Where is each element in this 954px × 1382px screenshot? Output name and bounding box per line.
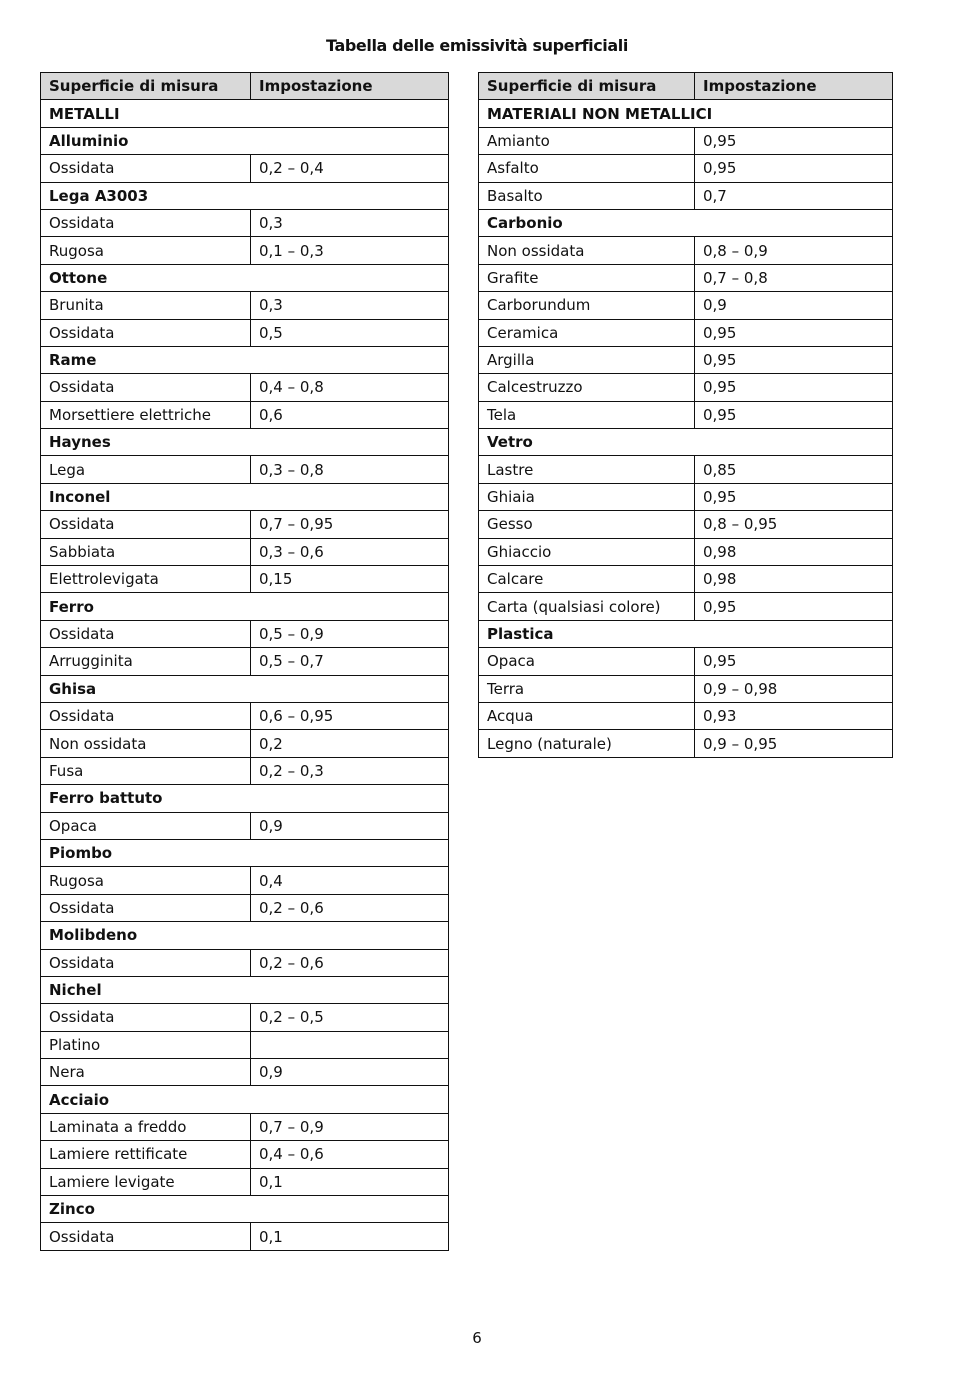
emissivity-value-cell: 0,95 — [695, 593, 893, 620]
emissivity-value-cell: 0,3 – 0,8 — [251, 456, 449, 483]
table-row — [479, 182, 893, 209]
surface-cell: Grafite — [479, 264, 695, 291]
table-group-row — [479, 429, 893, 456]
group-label: Carbonio — [479, 209, 893, 236]
group-label: Ferro battuto — [41, 785, 449, 812]
emissivity-value-cell — [251, 1031, 449, 1058]
table-row — [41, 620, 449, 647]
table-row — [41, 566, 449, 593]
table-row — [41, 894, 449, 921]
surface-cell: Non ossidata — [41, 730, 251, 757]
emissivity-value-cell: 0,9 — [251, 1059, 449, 1086]
table-row — [41, 374, 449, 401]
table-row — [479, 127, 893, 154]
group-label: Ottone — [41, 264, 449, 291]
surface-cell: Ossidata — [41, 1004, 251, 1031]
emissivity-value-cell: 0,1 – 0,3 — [251, 237, 449, 264]
table-group-row — [41, 346, 449, 373]
table-row — [479, 346, 893, 373]
emissivity-value-cell: 0,4 – 0,8 — [251, 374, 449, 401]
table-group-row — [479, 620, 893, 647]
emissivity-value-cell: 0,2 — [251, 730, 449, 757]
page-title: Tabella delle emissività superficiali — [326, 36, 628, 55]
emissivity-value-cell: 0,8 – 0,95 — [695, 511, 893, 538]
surface-cell: Basalto — [479, 182, 695, 209]
surface-cell: Asfalto — [479, 155, 695, 182]
emissivity-value-cell: 0,2 – 0,4 — [251, 155, 449, 182]
surface-cell: Argilla — [479, 346, 695, 373]
emissivity-value-cell: 0,8 – 0,9 — [695, 237, 893, 264]
emissivity-value-cell: 0,2 – 0,6 — [251, 894, 449, 921]
surface-cell: Rugosa — [41, 237, 251, 264]
emissivity-value-cell: 0,6 — [251, 401, 449, 428]
table-group-row — [41, 429, 449, 456]
surface-cell: Ossidata — [41, 1223, 251, 1250]
header-setting: Impostazione — [251, 73, 449, 100]
table-header-row — [479, 73, 893, 100]
table-group-row — [41, 264, 449, 291]
emissivity-value-cell: 0,15 — [251, 566, 449, 593]
table-row — [479, 292, 893, 319]
emissivity-value-cell: 0,1 — [251, 1223, 449, 1250]
table-group-row — [41, 1086, 449, 1113]
group-label: Nichel — [41, 976, 449, 1003]
surface-cell: Amianto — [479, 127, 695, 154]
table-row — [479, 538, 893, 565]
table-group-row — [41, 976, 449, 1003]
emissivity-value-cell: 0,95 — [695, 401, 893, 428]
table-row — [41, 1004, 449, 1031]
surface-cell: Laminata a freddo — [41, 1113, 251, 1140]
surface-cell: Fusa — [41, 757, 251, 784]
table-row — [479, 730, 893, 757]
emissivity-value-cell: 0,9 — [251, 812, 449, 839]
emissivity-value-cell: 0,95 — [695, 374, 893, 401]
table-row — [41, 1031, 449, 1058]
table-row — [41, 812, 449, 839]
table-row — [41, 209, 449, 236]
surface-cell: Ossidata — [41, 894, 251, 921]
surface-cell: Elettrolevigata — [41, 566, 251, 593]
emissivity-value-cell: 0,3 – 0,6 — [251, 538, 449, 565]
surface-cell: Gesso — [479, 511, 695, 538]
table-row — [41, 730, 449, 757]
table-row — [479, 264, 893, 291]
table-row — [41, 237, 449, 264]
surface-cell: Ossidata — [41, 374, 251, 401]
emissivity-value-cell: 0,3 — [251, 209, 449, 236]
surface-cell: Lamiere levigate — [41, 1168, 251, 1195]
group-label: Zinco — [41, 1196, 449, 1223]
table-row — [479, 401, 893, 428]
surface-cell: Opaca — [479, 648, 695, 675]
surface-cell: Brunita — [41, 292, 251, 319]
emissivity-value-cell: 0,3 — [251, 292, 449, 319]
emissivity-value-cell: 0,5 — [251, 319, 449, 346]
table-row — [41, 538, 449, 565]
table-group-row — [41, 675, 449, 702]
table-row — [479, 511, 893, 538]
surface-cell: Arrugginita — [41, 648, 251, 675]
group-label: Molibdeno — [41, 922, 449, 949]
table-row — [41, 1113, 449, 1140]
group-label: Rame — [41, 346, 449, 373]
emissivity-table-nonmetals — [478, 72, 893, 758]
surface-cell: Acqua — [479, 702, 695, 729]
group-label: Haynes — [41, 429, 449, 456]
table-row — [41, 648, 449, 675]
surface-cell: Morsettiere elettriche — [41, 401, 251, 428]
table-row — [479, 648, 893, 675]
header-surface: Superficie di misura — [479, 73, 695, 100]
surface-cell: Ossidata — [41, 511, 251, 538]
surface-cell: Platino — [41, 1031, 251, 1058]
table-row — [41, 511, 449, 538]
emissivity-value-cell: 0,95 — [695, 483, 893, 510]
table-row — [479, 593, 893, 620]
table-row — [41, 1059, 449, 1086]
emissivity-value-cell: 0,93 — [695, 702, 893, 729]
surface-cell: Ossidata — [41, 319, 251, 346]
emissivity-value-cell: 0,95 — [695, 155, 893, 182]
table-row — [479, 237, 893, 264]
surface-cell: Ceramica — [479, 319, 695, 346]
table-row — [479, 319, 893, 346]
table-group-row — [41, 483, 449, 510]
surface-cell: Calcare — [479, 566, 695, 593]
group-label: Lega A3003 — [41, 182, 449, 209]
table-group-row — [41, 127, 449, 154]
surface-cell: Opaca — [41, 812, 251, 839]
surface-cell: Nera — [41, 1059, 251, 1086]
emissivity-value-cell: 0,6 – 0,95 — [251, 702, 449, 729]
page-number: 6 — [472, 1329, 482, 1347]
table-group-row — [479, 100, 893, 127]
surface-cell: Terra — [479, 675, 695, 702]
emissivity-value-cell: 0,2 – 0,5 — [251, 1004, 449, 1031]
emissivity-value-cell: 0,7 – 0,8 — [695, 264, 893, 291]
header-surface: Superficie di misura — [41, 73, 251, 100]
surface-cell: Ossidata — [41, 155, 251, 182]
emissivity-value-cell: 0,7 – 0,95 — [251, 511, 449, 538]
table-row — [41, 867, 449, 894]
table-row — [41, 1168, 449, 1195]
group-label: Piombo — [41, 839, 449, 866]
group-label: Vetro — [479, 429, 893, 456]
surface-cell: Ossidata — [41, 949, 251, 976]
table-row — [41, 757, 449, 784]
table-row — [41, 155, 449, 182]
table-row — [41, 456, 449, 483]
table-group-row — [479, 209, 893, 236]
table-row — [41, 949, 449, 976]
table-row — [41, 319, 449, 346]
surface-cell: Non ossidata — [479, 237, 695, 264]
surface-cell: Carta (qualsiasi colore) — [479, 593, 695, 620]
group-label: Ghisa — [41, 675, 449, 702]
surface-cell: Tela — [479, 401, 695, 428]
emissivity-table-metals — [40, 72, 449, 1251]
surface-cell: Calcestruzzo — [479, 374, 695, 401]
table-row — [479, 483, 893, 510]
emissivity-value-cell: 0,4 — [251, 867, 449, 894]
table-body — [41, 73, 449, 1251]
table-row — [479, 374, 893, 401]
table-row — [41, 1223, 449, 1250]
group-label: Alluminio — [41, 127, 449, 154]
surface-cell: Lastre — [479, 456, 695, 483]
group-label: MATERIALI NON METALLICI — [479, 100, 893, 127]
table-row — [479, 456, 893, 483]
surface-cell: Lega — [41, 456, 251, 483]
table-row — [41, 1141, 449, 1168]
table-group-row — [41, 839, 449, 866]
table-group-row — [41, 182, 449, 209]
emissivity-value-cell: 0,2 – 0,6 — [251, 949, 449, 976]
group-label: Acciaio — [41, 1086, 449, 1113]
group-label: Ferro — [41, 593, 449, 620]
surface-cell: Ossidata — [41, 209, 251, 236]
table-group-row — [41, 1196, 449, 1223]
emissivity-value-cell: 0,95 — [695, 127, 893, 154]
table-row — [479, 702, 893, 729]
surface-cell: Ghiaia — [479, 483, 695, 510]
group-label: METALLI — [41, 100, 449, 127]
emissivity-value-cell: 0,9 – 0,95 — [695, 730, 893, 757]
emissivity-value-cell: 0,5 – 0,9 — [251, 620, 449, 647]
emissivity-value-cell: 0,5 – 0,7 — [251, 648, 449, 675]
emissivity-value-cell: 0,7 – 0,9 — [251, 1113, 449, 1140]
emissivity-value-cell: 0,95 — [695, 346, 893, 373]
surface-cell: Rugosa — [41, 867, 251, 894]
table-row — [479, 155, 893, 182]
table-group-row — [41, 593, 449, 620]
table-header-row — [41, 73, 449, 100]
table-group-row — [41, 922, 449, 949]
table-row — [41, 702, 449, 729]
emissivity-value-cell: 0,98 — [695, 538, 893, 565]
table-group-row — [41, 785, 449, 812]
table-row — [479, 675, 893, 702]
table-row — [479, 566, 893, 593]
surface-cell: Sabbiata — [41, 538, 251, 565]
emissivity-value-cell: 0,7 — [695, 182, 893, 209]
emissivity-value-cell: 0,2 – 0,3 — [251, 757, 449, 784]
surface-cell: Carborundum — [479, 292, 695, 319]
table-row — [41, 401, 449, 428]
group-label: Inconel — [41, 483, 449, 510]
group-label: Plastica — [479, 620, 893, 647]
emissivity-value-cell: 0,9 – 0,98 — [695, 675, 893, 702]
surface-cell: Lamiere rettificate — [41, 1141, 251, 1168]
emissivity-value-cell: 0,9 — [695, 292, 893, 319]
surface-cell: Legno (naturale) — [479, 730, 695, 757]
emissivity-value-cell: 0,85 — [695, 456, 893, 483]
emissivity-value-cell: 0,98 — [695, 566, 893, 593]
table-group-row — [41, 100, 449, 127]
table-body — [479, 73, 893, 758]
emissivity-value-cell: 0,4 – 0,6 — [251, 1141, 449, 1168]
surface-cell: Ossidata — [41, 620, 251, 647]
surface-cell: Ossidata — [41, 702, 251, 729]
surface-cell: Ghiaccio — [479, 538, 695, 565]
header-setting: Impostazione — [695, 73, 893, 100]
table-row — [41, 292, 449, 319]
emissivity-value-cell: 0,95 — [695, 648, 893, 675]
emissivity-value-cell: 0,95 — [695, 319, 893, 346]
emissivity-value-cell: 0,1 — [251, 1168, 449, 1195]
